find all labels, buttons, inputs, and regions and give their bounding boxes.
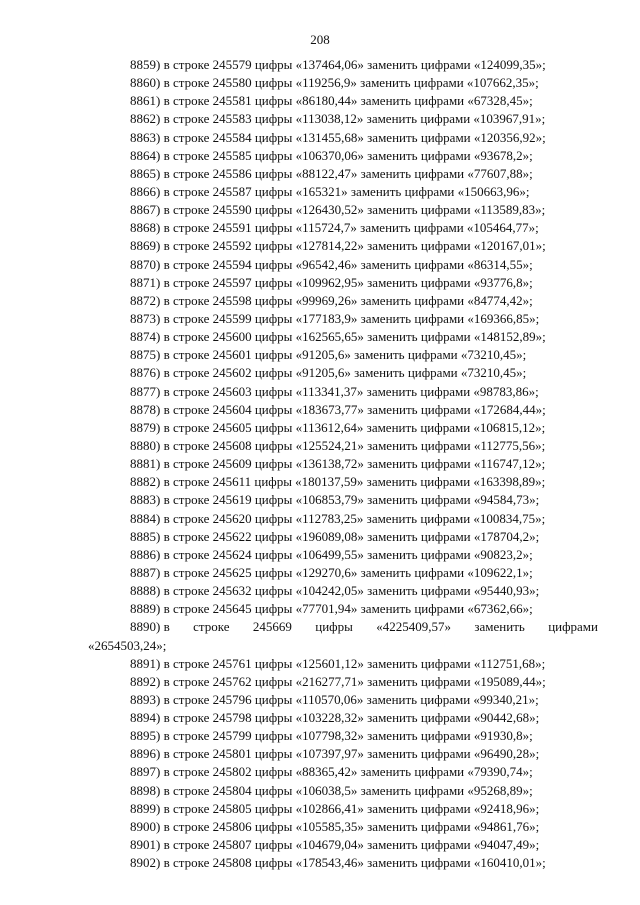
amendment-item: 8873) в строке 245599 цифры «177183,9» заменить цифрами «169366,85»;	[130, 310, 540, 326]
amendment-item: 8875) в строке 245601 цифры «91205,6» заменить цифрами «73210,45»;	[130, 347, 527, 363]
amendment-item: 8870) в строке 245594 цифры «96542,46» заменить цифрами «86314,55»;	[130, 256, 533, 272]
amendment-item: 8885) в строке 245622 цифры «196089,08» заменить цифрами «178704,2»;	[130, 528, 540, 544]
amendment-word: цифрами	[548, 619, 598, 635]
amendment-item: 8902) в строке 245808 цифры «178543,46» заменить цифрами «160410,01»;	[130, 855, 546, 871]
amendment-item-continuation: «2654503,24»;	[88, 637, 167, 653]
amendment-list	[88, 56, 598, 872]
page-number: 208	[310, 32, 330, 47]
amendment-item: 8884) в строке 245620 цифры «112783,25» заменить цифрами «100834,75»;	[130, 510, 546, 526]
amendment-item-wrapped	[88, 618, 598, 636]
amendment-item: 8888) в строке 245632 цифры «104242,05» заменить цифрами «95440,93»;	[130, 583, 540, 599]
amendment-item: 8874) в строке 245600 цифры «162565,65» заменить цифрами «148152,89»;	[130, 329, 546, 345]
amendment-item: 8887) в строке 245625 цифры «129270,6» заменить цифрами «109622,1»;	[130, 564, 533, 580]
amendment-item: 8868) в строке 245591 цифры «115724,7» заменить цифрами «105464,77»;	[130, 220, 539, 236]
amendment-item: 8891) в строке 245761 цифры «125601,12» заменить цифрами «112751,68»;	[130, 655, 546, 671]
amendment-item: 8892) в строке 245762 цифры «216277,71» заменить цифрами «195089,44»;	[130, 673, 546, 689]
amendment-item: 8899) в строке 245805 цифры «102866,41» заменить цифрами «92418,96»;	[130, 800, 540, 816]
amendment-word: 245669	[252, 619, 292, 635]
amendment-item: 8881) в строке 245609 цифры «136138,72» заменить цифрами «116747,12»;	[130, 456, 546, 472]
amendment-item: 8869) в строке 245592 цифры «127814,22» заменить цифрами «120167,01»;	[130, 238, 546, 254]
amendment-item: 8865) в строке 245586 цифры «88122,47» заменить цифрами «77607,88»;	[130, 165, 533, 181]
amendment-item: 8901) в строке 245807 цифры «104679,04» заменить цифрами «94047,49»;	[130, 837, 540, 853]
amendment-item: 8864) в строке 245585 цифры «106370,06» заменить цифрами «93678,2»;	[130, 147, 533, 163]
amendment-word: 8890) в	[130, 619, 170, 635]
amendment-word: строке	[193, 619, 230, 635]
amendment-item: 8872) в строке 245598 цифры «99969,26» заменить цифрами «84774,42»;	[130, 292, 533, 308]
amendment-item: 8880) в строке 245608 цифры «125524,21» заменить цифрами «112775,56»;	[130, 437, 546, 453]
amendment-item: 8882) в строке 245611 цифры «180137,59» заменить цифрами «163398,89»;	[130, 474, 546, 490]
amendment-group-before	[88, 56, 598, 618]
amendment-item: 8867) в строке 245590 цифры «126430,52» заменить цифрами «113589,83»;	[130, 202, 546, 218]
amendment-item: 8894) в строке 245798 цифры «103228,32» заменить цифрами «90442,68»;	[130, 710, 540, 726]
amendment-word: заменить	[474, 619, 525, 635]
amendment-item: 8862) в строке 245583 цифры «113038,12» заменить цифрами «103967,91»;	[130, 111, 546, 127]
amendment-item: 8889) в строке 245645 цифры «77701,94» заменить цифрами «67362,66»;	[130, 601, 533, 617]
amendment-item: 8900) в строке 245806 цифры «105585,35» заменить цифрами «94861,76»;	[130, 818, 540, 834]
amendment-item: 8878) в строке 245604 цифры «183673,77» заменить цифрами «172684,44»;	[130, 401, 546, 417]
amendment-item: 8898) в строке 245804 цифры «106038,5» заменить цифрами «95268,89»;	[130, 782, 533, 798]
amendment-item: 8866) в строке 245587 цифры «165321» заменить цифрами «150663,96»;	[130, 183, 530, 199]
amendment-item: 8893) в строке 245796 цифры «110570,06» заменить цифрами «99340,21»;	[130, 691, 539, 707]
amendment-item: 8886) в строке 245624 цифры «106499,55» заменить цифрами «90823,2»;	[130, 546, 533, 562]
amendment-item: 8863) в строке 245584 цифры «131455,68» заменить цифрами «120356,92»;	[130, 129, 546, 145]
amendment-item: 8877) в строке 245603 цифры «113341,37» заменить цифрами «98783,86»;	[130, 383, 539, 399]
amendment-item: 8896) в строке 245801 цифры «107397,97» заменить цифрами «96490,28»;	[130, 746, 540, 762]
amendment-item: 8895) в строке 245799 цифры «107798,32» заменить цифрами «91930,8»;	[130, 728, 533, 744]
amendment-item: 8883) в строке 245619 цифры «106853,79» заменить цифрами «94584,73»;	[130, 492, 540, 508]
amendment-item: 8859) в строке 245579 цифры «137464,06» заменить цифрами «124099,35»;	[130, 57, 546, 72]
amendment-group-after	[88, 655, 598, 873]
amendment-word: цифры	[315, 619, 353, 635]
amendment-item: 8879) в строке 245605 цифры «113612,64» заменить цифрами «106815,12»;	[130, 419, 546, 435]
amendment-item: 8860) в строке 245580 цифры «119256,9» заменить цифрами «107662,35»;	[130, 75, 539, 91]
amendment-item: 8876) в строке 245602 цифры «91205,6» заменить цифрами «73210,45»;	[130, 365, 527, 381]
amendment-item: 8897) в строке 245802 цифры «88365,42» заменить цифрами «79390,74»;	[130, 764, 533, 780]
amendment-item: 8861) в строке 245581 цифры «86180,44» заменить цифрами «67328,45»;	[130, 93, 533, 109]
amendment-word: «4225409,57»	[376, 619, 451, 635]
amendment-item: 8871) в строке 245597 цифры «109962,95» заменить цифрами «93776,8»;	[130, 274, 533, 290]
